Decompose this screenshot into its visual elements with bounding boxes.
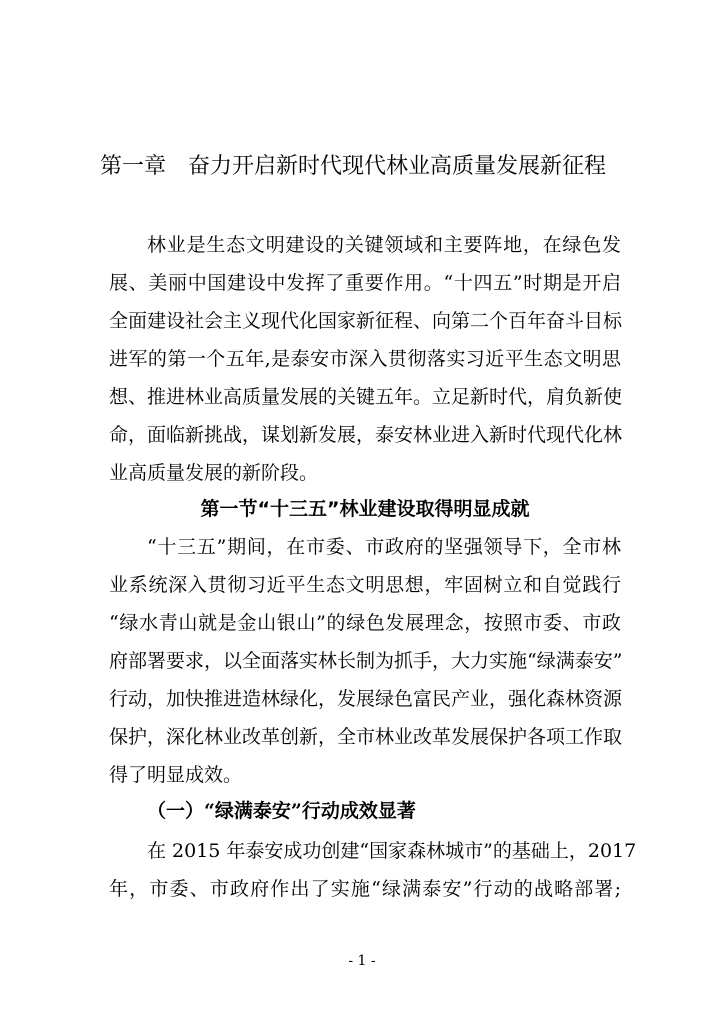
intro-line: 进军的第一个五年,是泰安市深入贯彻落实习近平生态文明思 <box>109 348 621 370</box>
section-line: “十三五”期间，在市委、市政府的坚强领导下，全市林 <box>147 536 621 558</box>
section-line: “绿水青山就是金山银山”的绿色发展理念，按照市委、市政 <box>109 612 621 634</box>
intro-line: 展、美丽中国建设中发挥了重要作用。“十四五”时期是开启 <box>109 272 621 294</box>
section-line: 行动，加快推进造林绿化，发展绿色富民产业，强化森林资源 <box>109 688 623 710</box>
chapter-title <box>100 152 624 182</box>
subsection-line: 在 2015 年泰安成功创建“国家森林城市”的基础上，2017 <box>147 840 637 862</box>
intro-line: 命，面临新挑战，谋划新发展，泰安林业进入新时代现代化林 <box>109 424 623 446</box>
section-line: 得了明显成效。 <box>109 764 243 786</box>
page-number: - 1 - <box>348 953 376 969</box>
intro-line: 业高质量发展的新阶段。 <box>109 462 319 484</box>
section-line: 府部署要求，以全面落实林长制为抓手，大力实施“绿满泰安” <box>109 650 623 672</box>
intro-line: 林业是生态文明建设的关键领域和主要阵地，在绿色发 <box>147 234 621 256</box>
chapter-number: 第一章 <box>100 154 167 179</box>
subsection-title: （一）“绿满泰安”行动成效显著 <box>147 800 416 822</box>
intro-line: 全面建设社会主义现代化国家新征程、向第二个百年奋斗目标 <box>109 310 623 332</box>
intro-line: 想、推进林业高质量发展的关键五年。立足新时代，肩负新使 <box>109 386 623 408</box>
subsection-line: 年，市委、市政府作出了实施“绿满泰安”行动的战略部署; <box>109 878 621 900</box>
chapter-heading: 奋力开启新时代现代林业高质量发展新征程 <box>188 154 607 179</box>
section-title: 第一节“十三五”林业建设取得明显成就 <box>200 498 530 520</box>
section-line: 业系统深入贯彻习近平生态文明思想，牢固树立和自觉践行 <box>109 574 621 596</box>
section-line: 保护，深化林业改革创新，全市林业改革发展保护各项工作取 <box>109 726 623 748</box>
